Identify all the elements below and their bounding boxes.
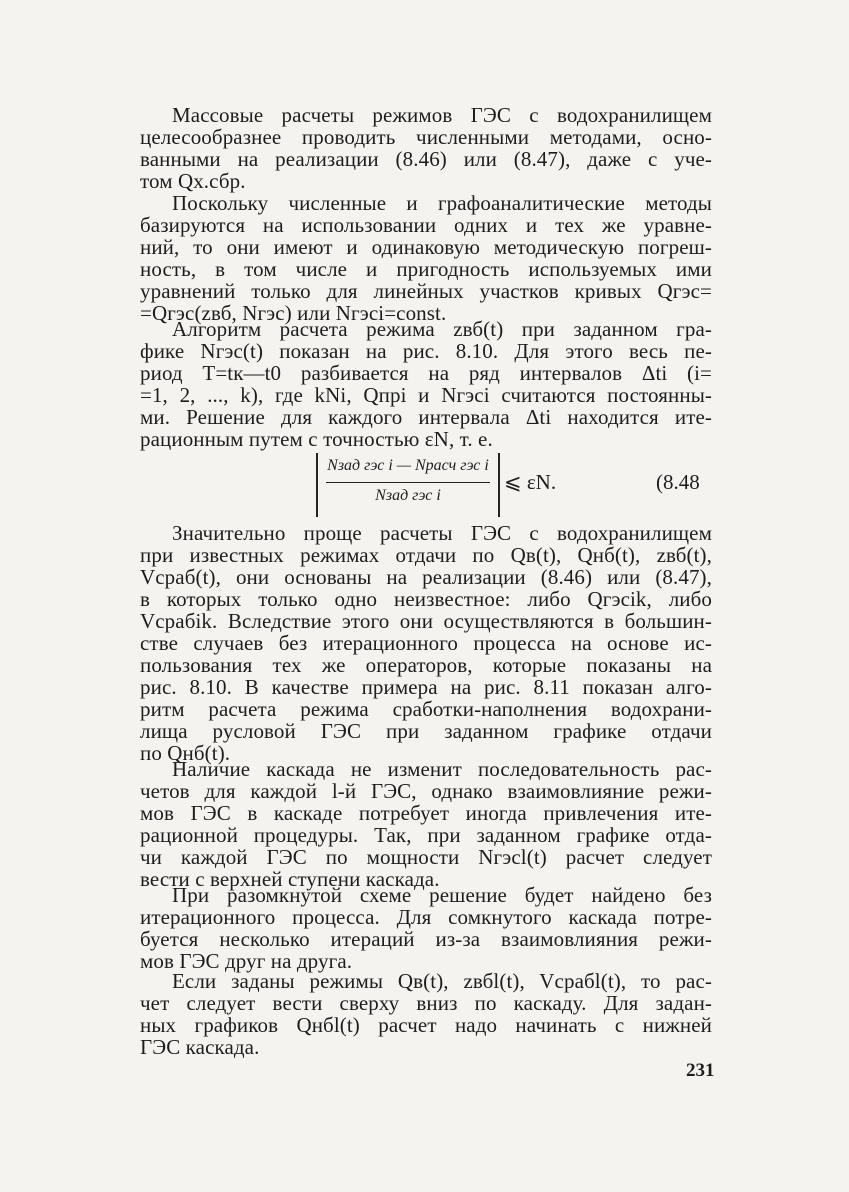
- text-line: при известных режимах отдачи по Qв(t), Qнб(t), zвб(t),: [140, 543, 712, 567]
- text-line: лища русловой ГЭС при заданном графике отдачи: [140, 719, 712, 743]
- text-line: чет следует вести сверху вниз по каскаду. Для задан-: [140, 991, 712, 1015]
- text-line: ных графиков Qнбl(t) расчет надо начинать с нижней: [140, 1013, 712, 1037]
- formula-denominator: Nзад гэс i: [375, 487, 441, 504]
- text-line: =1, 2, ..., k), где kNi, Qпрi и Nгэсi считаются постоянны-: [140, 383, 712, 407]
- equation-number: (8.48: [656, 470, 700, 494]
- text-line: мов ГЭС друг на друга.: [140, 949, 353, 973]
- paragraph: [140, 884, 712, 972]
- paragraph: [140, 758, 712, 890]
- fraction-bar: [326, 482, 490, 483]
- text-line: пользования тех же операторов, которые показаны на: [140, 653, 712, 677]
- text-line: ванными на реализации (8.46) или (8.47), даже с уче-: [140, 147, 712, 171]
- paragraph: [140, 104, 712, 192]
- text-line: в которых только одно неизвестное: либо Qгэсik, либо: [140, 587, 712, 611]
- text-line: мов ГЭС в каскаде потребует иногда привлечения ите-: [140, 801, 712, 825]
- formula-numerator: Nзад гэс i — Nрасч гэс i: [327, 457, 489, 474]
- text-line: вести с верхней ступени каскада.: [140, 867, 440, 891]
- text-line: итерационного процесса. Для сомкнутого каскада потре-: [140, 905, 712, 929]
- text-line: Значительно проще расчеты ГЭС с водохранилищем: [172, 521, 712, 545]
- text-line: Поскольку численные и графоаналитические методы: [172, 191, 712, 215]
- text-line: При разомкнутой схеме решение будет найдено без: [172, 883, 712, 907]
- text-line: четов для каждой l-й ГЭС, однако взаимовлияние режи-: [140, 779, 712, 803]
- text-line: уравнений только для линейных участков кривых Qгэс=: [140, 279, 712, 303]
- page-number: 231: [686, 1060, 715, 1081]
- text-line: =Qгэс(zвб, Nгэс) или Nгэсi=const.: [140, 301, 447, 325]
- text-line: ность, в том числе и пригодность используемых ими: [140, 257, 712, 281]
- text-line: ми. Решение для каждого интервала Δti находится ите-: [140, 405, 712, 429]
- paragraph: [140, 192, 712, 324]
- text-line: Vсрабik. Вследствие этого они осуществляются в большин-: [140, 609, 712, 633]
- formula-8-48: [316, 453, 500, 517]
- text-line: базируются на использовании одних и тех же уравне-: [140, 213, 712, 237]
- text-line: по Qнб(t).: [140, 741, 231, 765]
- text-line: Vсраб(t), они основаны на реализации (8.46) или (8.47),: [140, 565, 712, 589]
- text-line: рис. 8.10. В качестве примера на рис. 8.11 показан алго-: [140, 675, 712, 699]
- text-line: чи каждой ГЭС по мощности Nгэсl(t) расчет следует: [140, 845, 712, 869]
- text-line: ГЭС каскада.: [140, 1035, 260, 1059]
- text-line: рационной процедуры. Так, при заданном графике отда-: [140, 823, 712, 847]
- text-line: ний, то они имеют и одинаковую методическую погреш-: [140, 235, 712, 259]
- text-line: Массовые расчеты режимов ГЭС с водохранилищем: [172, 103, 712, 127]
- text-line: том Qх.сбр.: [140, 169, 246, 193]
- text-line: Если заданы режимы Qв(t), zвбl(t), Vсрабl(t), то рас-: [172, 969, 712, 993]
- text-line: целесообразнее проводить численными методами, осно-: [140, 125, 712, 149]
- paragraph: [140, 522, 712, 764]
- text-line: ритм расчета режима сработки-наполнения водохрани-: [140, 697, 712, 721]
- text-line: буется несколько итераций из-за взаимовлияния режи-: [140, 927, 712, 951]
- text-line: Алгоритм расчета режима zвб(t) при заданном гра-: [172, 317, 712, 341]
- paragraph: [140, 970, 712, 1058]
- text-line: Наличие каскада не изменит последовательность рас-: [172, 757, 712, 781]
- text-line: риод T=tк—t0 разбивается на ряд интервалов Δti (i=: [140, 361, 712, 385]
- text-line: фике Nгэс(t) показан на рис. 8.10. Для этого весь пе-: [140, 339, 712, 363]
- text-line: стве случаев без итерационного процесса на основе ис-: [140, 631, 712, 655]
- text-line: рационным путем с точностью εN, т. е.: [140, 427, 493, 451]
- formula-relation: ⩽ εN.: [504, 470, 557, 494]
- paragraph: [140, 318, 712, 450]
